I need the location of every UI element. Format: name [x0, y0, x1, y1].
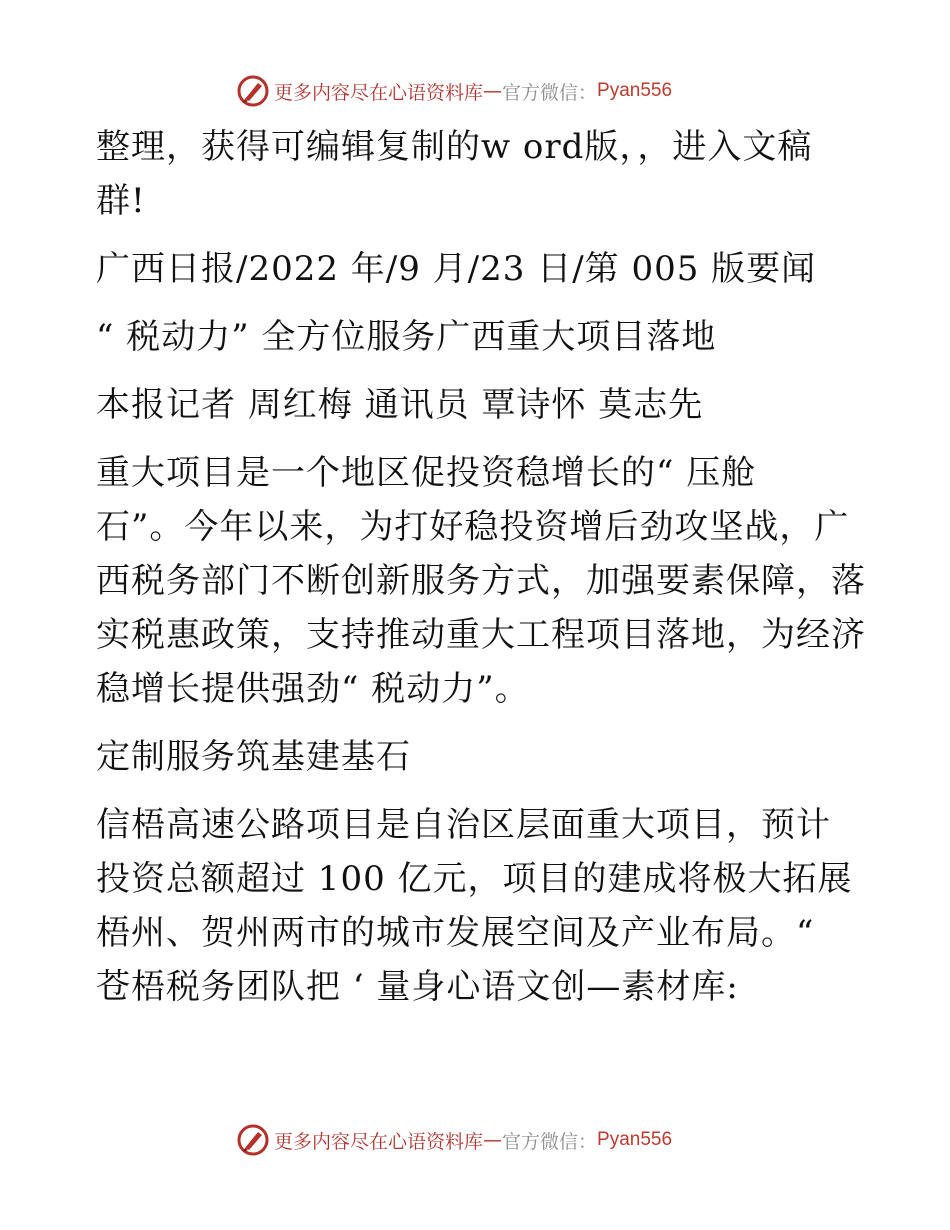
text-line: 整理，获得可编辑复制的w ord版，，进入文稿 [96, 127, 813, 167]
watermark-wechat-id: Pyan556 [597, 80, 673, 101]
pen-logo-icon [236, 74, 270, 108]
watermark-text: 更多内容尽在心语资料库 [274, 81, 484, 104]
watermark-wechat-label: 官方微信： [502, 1130, 598, 1153]
text-line: “ 税动力” 全方位服务广西重大项目落地 [96, 317, 717, 357]
text-line: 苍梧税务团队把 ‘ 量身心语文创—素材库: [96, 967, 739, 1007]
text-line: 投资总额超过 100 亿元，项目的建成将极大拓展 [96, 859, 853, 899]
article-body [96, 120, 866, 1028]
byline [96, 378, 856, 432]
text-line: 梧州、贺州两市的城市发展空间及产业布局。“ [96, 913, 815, 953]
text-line: 重大项目是一个地区促投资稳增长的“ 压舱 [96, 453, 757, 493]
pen-logo-icon [236, 1123, 270, 1157]
watermark-footer [236, 1123, 672, 1157]
paragraph-intro [96, 120, 856, 228]
watermark-separator: — [483, 1129, 503, 1151]
section-heading [96, 730, 856, 784]
paragraph-body [96, 798, 856, 1014]
text-line: 广西日报/2022 年/9 月/23 日/第 005 版要闻 [96, 249, 817, 289]
watermark-separator: — [483, 80, 503, 102]
watermark-text: 更多内容尽在心语资料库 [274, 1130, 484, 1153]
paragraph-source [96, 242, 856, 296]
text-line: 信梧高速公路项目是自治区层面重大项目，预计 [96, 805, 831, 845]
text-line: 石”。今年以来，为打好稳投资增后劲攻坚战，广 [96, 507, 850, 547]
text-line: 稳增长提供强劲“ 税动力”。 [96, 669, 530, 709]
paragraph-lead [96, 446, 866, 716]
text-line: 西税务部门不断创新服务方式，加强要素保障，落 [96, 561, 866, 601]
text-line: 实税惠政策，支持推动重大工程项目落地，为经济 [96, 615, 866, 655]
article-headline [96, 310, 856, 364]
text-line: 本报记者 周红梅 通讯员 覃诗怀 莫志先 [96, 385, 704, 425]
watermark-header [236, 74, 672, 108]
text-line: 群! [96, 181, 146, 221]
watermark-wechat-id: Pyan556 [597, 1129, 673, 1150]
text-line: 定制服务筑基建基石 [96, 737, 411, 777]
watermark-wechat-label: 官方微信： [502, 81, 598, 104]
